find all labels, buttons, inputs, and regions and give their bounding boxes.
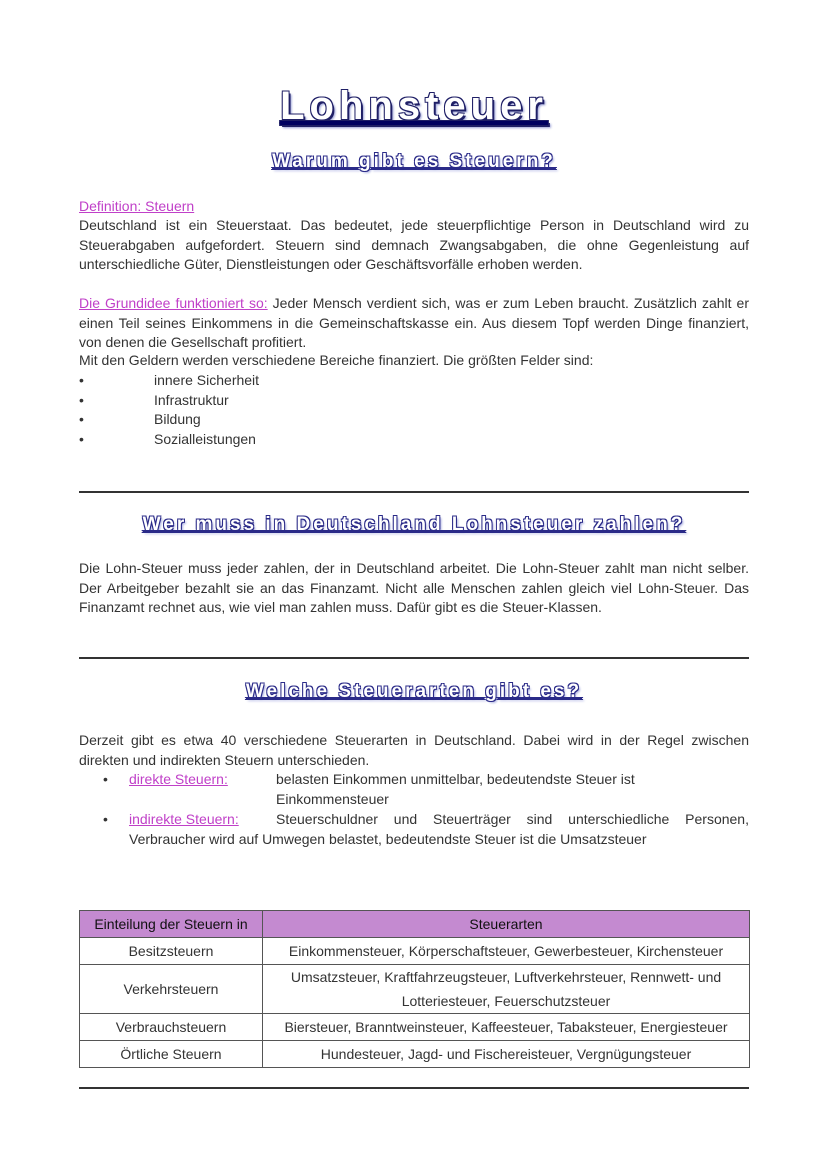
direkte-steuern-text-2: Einkommensteuer	[276, 791, 389, 807]
table-cell-category: Besitzsteuern	[80, 938, 263, 965]
bullet-dot: •	[103, 811, 108, 827]
table-cell-category: Örtliche Steuern	[80, 1041, 263, 1068]
direkte-steuern-text-1: belasten Einkommen unmittelbar, bedeutendste Steuer ist	[276, 771, 635, 787]
grundidee-text: Jeder Mensch verdient sich, was er zum Leben braucht. Zusätzlich zahlt er einen Teil seines Einkommens in die Gemeinschaftskasse ein. Aus diesem Topf werden Dinge finanziert, von denen die Gesellschaft profitiert.	[79, 295, 749, 350]
divider	[79, 491, 749, 493]
table-header-row	[80, 911, 750, 938]
felder-intro: Mit den Geldern werden verschiedene Bereiche finanziert. Die größten Felder sind:	[79, 352, 594, 368]
table-cell-category: Verkehrsteuern	[80, 965, 263, 1014]
section-heading-wer: Wer muss in Deutschland Lohnsteuer zahlen?	[142, 514, 686, 535]
table-row	[80, 965, 750, 1014]
table-header-einteilung: Einteilung der Steuern in	[80, 911, 263, 938]
steuerarten-table	[79, 910, 750, 1068]
grundidee-paragraph	[79, 294, 749, 353]
table-row	[80, 1041, 750, 1068]
table-cell-category: Verbrauchsteuern	[80, 1014, 263, 1041]
lohnsteuer-paragraph: Die Lohn-Steuer muss jeder zahlen, der in Deutschland arbeitet. Die Lohn-Steuer zahlt man nicht selber. Der Arbeitgeber bezahlt sie an das Finanzamt. Nicht alle Menschen zahlen gleich viel Lohn-Steuer. Das Finanzamt rechnet aus, wie viel man zahlen muss. Dafür gibt es die Steuer-Klassen.	[79, 560, 749, 615]
indirekte-steuern-text-1: Steuerschuldner und Steuerträger sind unterschiedliche Personen,	[276, 811, 749, 827]
divider	[79, 1087, 749, 1089]
table-cell-types: Hundesteuer, Jagd- und Fischereisteuer, Vergnügungsteuer	[263, 1041, 750, 1068]
table-cell-types: Umsatzsteuer, Kraftfahrzeugsteuer, Luftverkehrsteuer, Rennwett- und Lotteriesteuer, Feuerschutzsteuer	[263, 965, 750, 1014]
document-page: Lohnsteuer Warum gibt es Steuern? Definition: Steuern Deutschland ist ein Steuerstaat. Das bedeutet, jede steuerpflichtige Person in Deutschland wird zu Steuerabgaben aufgefordert. Steuern sind demnach Zwangsabgaben, die ohne Gegenleistung auf unterschiedliche Güter, Dienstleistungen oder Geschäftsvorfälle erhoben werden. Die Grundidee funktioniert so: Jeder Mensch verdient sich, was er zum Leben braucht. Zusätzlich zahlt er einen Teil seines Einkommens in die Gemeinschaftskasse ein. Aus diesem Topf werden Dinge finanziert, von denen die Gesellschaft profitiert. Mit den Geldern werden verschiedene Bereiche finanziert. Die größten Felder sind: • innere Sicherheit • Infrastruktur • Bildung • Sozialleistungen Wer muss in Deutschland Lohnsteuer zahlen? Die Lohn-Steuer muss jeder zahlen, der in Deutschland arbeitet. Die Lohn-Steuer zahlt man nicht selber. Der Arbeitgeber bezahlt sie an das Finanzamt. Nicht alle Menschen zahlen gleich viel Lohn-Steuer. Das Finanzamt rechnet aus, wie viel man zahlen muss. Dafür gibt es die Steuer-Klassen. Welche Steuerarten gibt es? Derzeit gibt es etwa 40 verschiedene Steuerarten in Deutschland. Dabei wird in der Regel zwischen direkten und indirekten Steuern unterschieden. • direkte Steuern: belasten Einkommen unmittelbar, bedeutendste Steuer ist Einkommensteuer • indirekte Steuern: Steuerschuldner und Steuerträger sind unterschiedliche Personen, Verbraucher wird auf Umwegen belastet, bedeutendste Steuer ist die Umsatzsteuer Einteilung der Steuern in Steuerarten Besitzsteuern Einkommensteuer, Körperschaftsteuer, Gewerbesteuer, Kirchensteuer Verkehrsteuern Umsatzsteuer, Kraftfahrzeugsteuer, Luftverkehrsteuer, Rennwett- und Lotteriesteuer, Feuerschutzsteuer Verbrauchsteuern Biersteuer, Branntweinsteuer, Kaffeesteuer, Tabaksteuer, Energiesteuer Örtliche Steuern Hundesteuer, Jagd- und Fischereisteuer, Vergnügungsteuer	[0, 0, 828, 1171]
bullet-dot: •	[103, 771, 108, 787]
table-cell-types: Einkommensteuer, Körperschaftsteuer, Gewerbesteuer, Kirchensteuer	[263, 938, 750, 965]
section-heading-warum: Warum gibt es Steuern?	[272, 151, 556, 172]
definition-label-text: Definition: Steuern	[79, 198, 195, 214]
table-header-steuerarten: Steuerarten	[263, 911, 750, 938]
indirekte-steuern-text-2: Verbraucher wird auf Umwegen belastet, bedeutendste Steuer ist die Umsatzsteuer	[129, 831, 647, 847]
steuerarten-intro: Derzeit gibt es etwa 40 verschiedene Steuerarten in Deutschland. Dabei wird in der Regel zwischen direkten und indirekten Steuern unterschieden.	[79, 732, 749, 768]
indirekte-steuern-label: indirekte Steuern:	[129, 811, 239, 827]
grundidee-label: Die Grundidee funktioniert so:	[79, 295, 268, 311]
divider	[79, 657, 749, 659]
section-heading-steuerarten: Welche Steuerarten gibt es?	[245, 681, 583, 702]
direkte-steuern-label: direkte Steuern:	[129, 771, 228, 787]
definition-label	[79, 197, 749, 217]
table-row	[80, 1014, 750, 1041]
table-cell-types: Biersteuer, Branntweinsteuer, Kaffeesteuer, Tabaksteuer, Energiesteuer	[263, 1014, 750, 1041]
definition-paragraph: Deutschland ist ein Steuerstaat. Das bedeutet, jede steuerpflichtige Person in Deutschland wird zu Steuerabgaben aufgefordert. Steuern sind demnach Zwangsabgaben, die ohne Gegenleistung auf unterschiedliche Güter, Dienstleistungen oder Geschäftsvorfälle erhoben werden.	[79, 217, 749, 272]
page-title: Lohnsteuer	[280, 84, 548, 128]
table-row	[80, 938, 750, 965]
